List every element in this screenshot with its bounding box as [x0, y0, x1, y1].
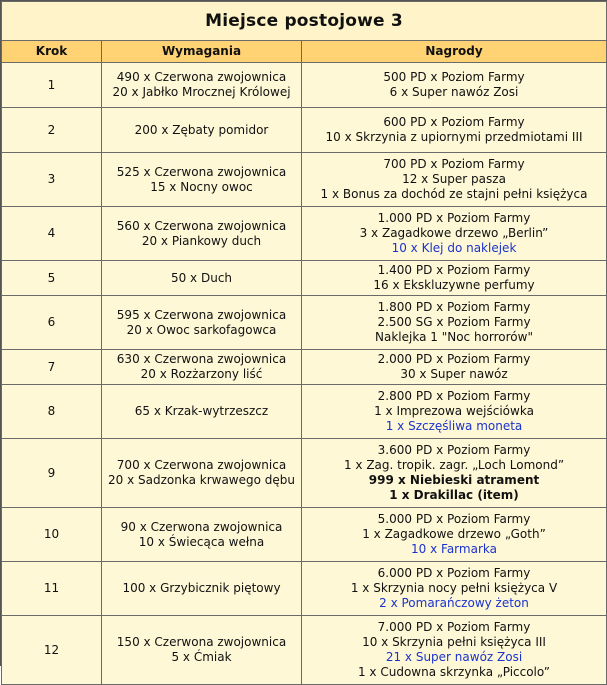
requirement-line: 90 x Czerwona zwojownica [120, 519, 283, 534]
requirement-line: 630 x Czerwona zwojownica [116, 352, 287, 366]
requirements-cell [102, 63, 302, 108]
requirement-line: 20 x Jabłko Mrocznej Królowej [112, 85, 291, 99]
rewards-cell [302, 153, 607, 207]
requirement-line: 50 x Duch [170, 270, 233, 285]
reward-line: 6.000 PD x Poziom Farmy [377, 566, 531, 580]
reward-line: 3 x Zagadkowe drzewo „Berlin” [359, 226, 549, 240]
reward-line: 1.800 PD x Poziom Farmy [377, 300, 531, 314]
reward-line: 700 PD x Poziom Farmy [383, 157, 525, 171]
reward-line: 1 x Zag. tropik. zagr. „Loch Lomond” [343, 458, 565, 472]
requirement-line: 5 x Ćmiak [171, 650, 232, 664]
requirement-line: 560 x Czerwona zwojownica [116, 218, 287, 233]
reward-line: 1 x Imprezowa wejściówka [374, 404, 534, 418]
reward-line: 1 x Skrzynia nocy pełni księżyca V [350, 581, 558, 595]
requirement-line: 20 x Sadzonka krwawego dębu [108, 473, 295, 487]
header-requirements: Wymagania [102, 41, 302, 63]
table-row [2, 207, 607, 261]
requirement-line: 65 x Krzak-wytrzeszcz [134, 404, 269, 418]
reward-line-bold: 999 x Niebieski atrament [368, 473, 540, 487]
step-cell: 5 [2, 261, 102, 296]
step-cell: 9 [2, 439, 102, 508]
reward-line: 12 x Super pasza [402, 172, 506, 186]
table-row [2, 562, 607, 616]
step-cell: 8 [2, 385, 102, 439]
reward-line: 600 PD x Poziom Farmy [383, 115, 525, 129]
table-row [2, 508, 607, 562]
reward-line: Naklejka 1 "Noc horrorów" [375, 330, 533, 344]
reward-line-bold: 1 x Drakillac (item) [389, 488, 519, 502]
reward-line: 1.400 PD x Poziom Farmy [377, 263, 531, 277]
rewards-cell [302, 207, 607, 261]
reward-line: 2.800 PD x Poziom Farmy [377, 389, 531, 403]
requirement-line: 10 x Świecąca wełna [138, 534, 265, 549]
step-cell: 1 [2, 63, 102, 108]
table-row [2, 439, 607, 508]
requirement-line: 150 x Czerwona zwojownica [116, 635, 287, 649]
step-cell: 11 [2, 562, 102, 616]
reward-line: 6 x Super nawóz Zosi [389, 85, 519, 99]
requirements-cell [102, 439, 302, 508]
step-cell: 7 [2, 350, 102, 385]
reward-link[interactable]: 10 x Farmarka [411, 542, 497, 556]
step-cell: 6 [2, 296, 102, 350]
rewards-cell [302, 508, 607, 562]
step-cell: 3 [2, 153, 102, 207]
rewards-cell [302, 350, 607, 385]
reward-line: 1 x Zagadkowe drzewo „Goth” [362, 527, 546, 541]
reward-link[interactable]: 2 x Pomarańczowy żeton [379, 596, 529, 610]
reward-line: 1.000 PD x Poziom Farmy [377, 211, 531, 225]
rewards-cell [302, 439, 607, 508]
rewards-cell [302, 385, 607, 439]
requirements-cell [102, 385, 302, 439]
rewards-cell [302, 261, 607, 296]
rewards-cell [302, 63, 607, 108]
reward-link[interactable]: 21 x Super nawóz Zosi [385, 650, 523, 664]
requirements-cell [102, 108, 302, 153]
reward-link[interactable]: 1 x Szczęśliwa moneta [385, 419, 523, 433]
table-title: Miejsce postojowe 3 [2, 2, 607, 41]
reward-line: 500 PD x Poziom Farmy [383, 70, 525, 84]
requirement-line: 200 x Zębaty pomidor [134, 122, 269, 137]
table-row [2, 108, 607, 153]
table-row [2, 296, 607, 350]
requirements-cell [102, 616, 302, 685]
requirement-line: 490 x Czerwona zwojownica [116, 70, 287, 84]
requirements-cell [102, 153, 302, 207]
header-rewards: Nagrody [302, 41, 607, 63]
requirement-line: 700 x Czerwona zwojownica [116, 458, 287, 472]
reward-line: 10 x Skrzynia pełni księżyca III [362, 635, 546, 649]
step-cell: 2 [2, 108, 102, 153]
table-row [2, 350, 607, 385]
title-row [2, 2, 607, 41]
reward-line: 2.000 PD x Poziom Farmy [377, 352, 531, 366]
requirements-cell [102, 508, 302, 562]
step-cell: 10 [2, 508, 102, 562]
reward-line: 7.000 PD x Poziom Farmy [377, 620, 531, 634]
requirements-cell [102, 207, 302, 261]
requirement-line: 20 x Owoc sarkofagowca [126, 322, 277, 337]
reward-line: 3.600 PD x Poziom Farmy [377, 443, 531, 457]
rewards-cell [302, 108, 607, 153]
requirements-cell [102, 350, 302, 385]
reward-line: 10 x Skrzynia z upiornymi przedmiotami III [325, 130, 583, 144]
header-step: Krok [2, 41, 102, 63]
table-row [2, 153, 607, 207]
step-cell: 4 [2, 207, 102, 261]
rewards-cell [302, 562, 607, 616]
reward-link[interactable]: 10 x Klej do naklejek [391, 241, 517, 255]
requirement-line: 20 x Piankowy duch [141, 233, 262, 248]
header-row [2, 41, 607, 63]
table-row [2, 616, 607, 685]
reward-line: 2.500 SG x Poziom Farmy [377, 315, 531, 329]
rewards-cell [302, 616, 607, 685]
requirement-line: 100 x Grzybicznik piętowy [122, 581, 281, 595]
requirement-line: 595 x Czerwona zwojownica [116, 307, 287, 322]
requirement-line: 20 x Rozżarzony liść [140, 367, 263, 381]
rewards-cell [302, 296, 607, 350]
reward-line: 16 x Ekskluzywne perfumy [373, 278, 535, 292]
reward-line: 1 x Bonus za dochód ze stajni pełni księżyca [320, 187, 588, 201]
table-row [2, 63, 607, 108]
table-row [2, 261, 607, 296]
requirement-line: 15 x Nocny owoc [150, 179, 253, 194]
requirements-cell [102, 296, 302, 350]
reward-line: 30 x Super nawóz [400, 367, 508, 381]
table-row [2, 385, 607, 439]
reward-line: 5.000 PD x Poziom Farmy [377, 512, 531, 526]
step-cell: 12 [2, 616, 102, 685]
requirements-cell [102, 261, 302, 296]
stage-rewards-table [1, 1, 607, 685]
requirements-cell [102, 562, 302, 616]
reward-line: 1 x Cudowna skrzynka „Piccolo” [357, 665, 551, 679]
requirement-line: 525 x Czerwona zwojownica [116, 164, 287, 179]
